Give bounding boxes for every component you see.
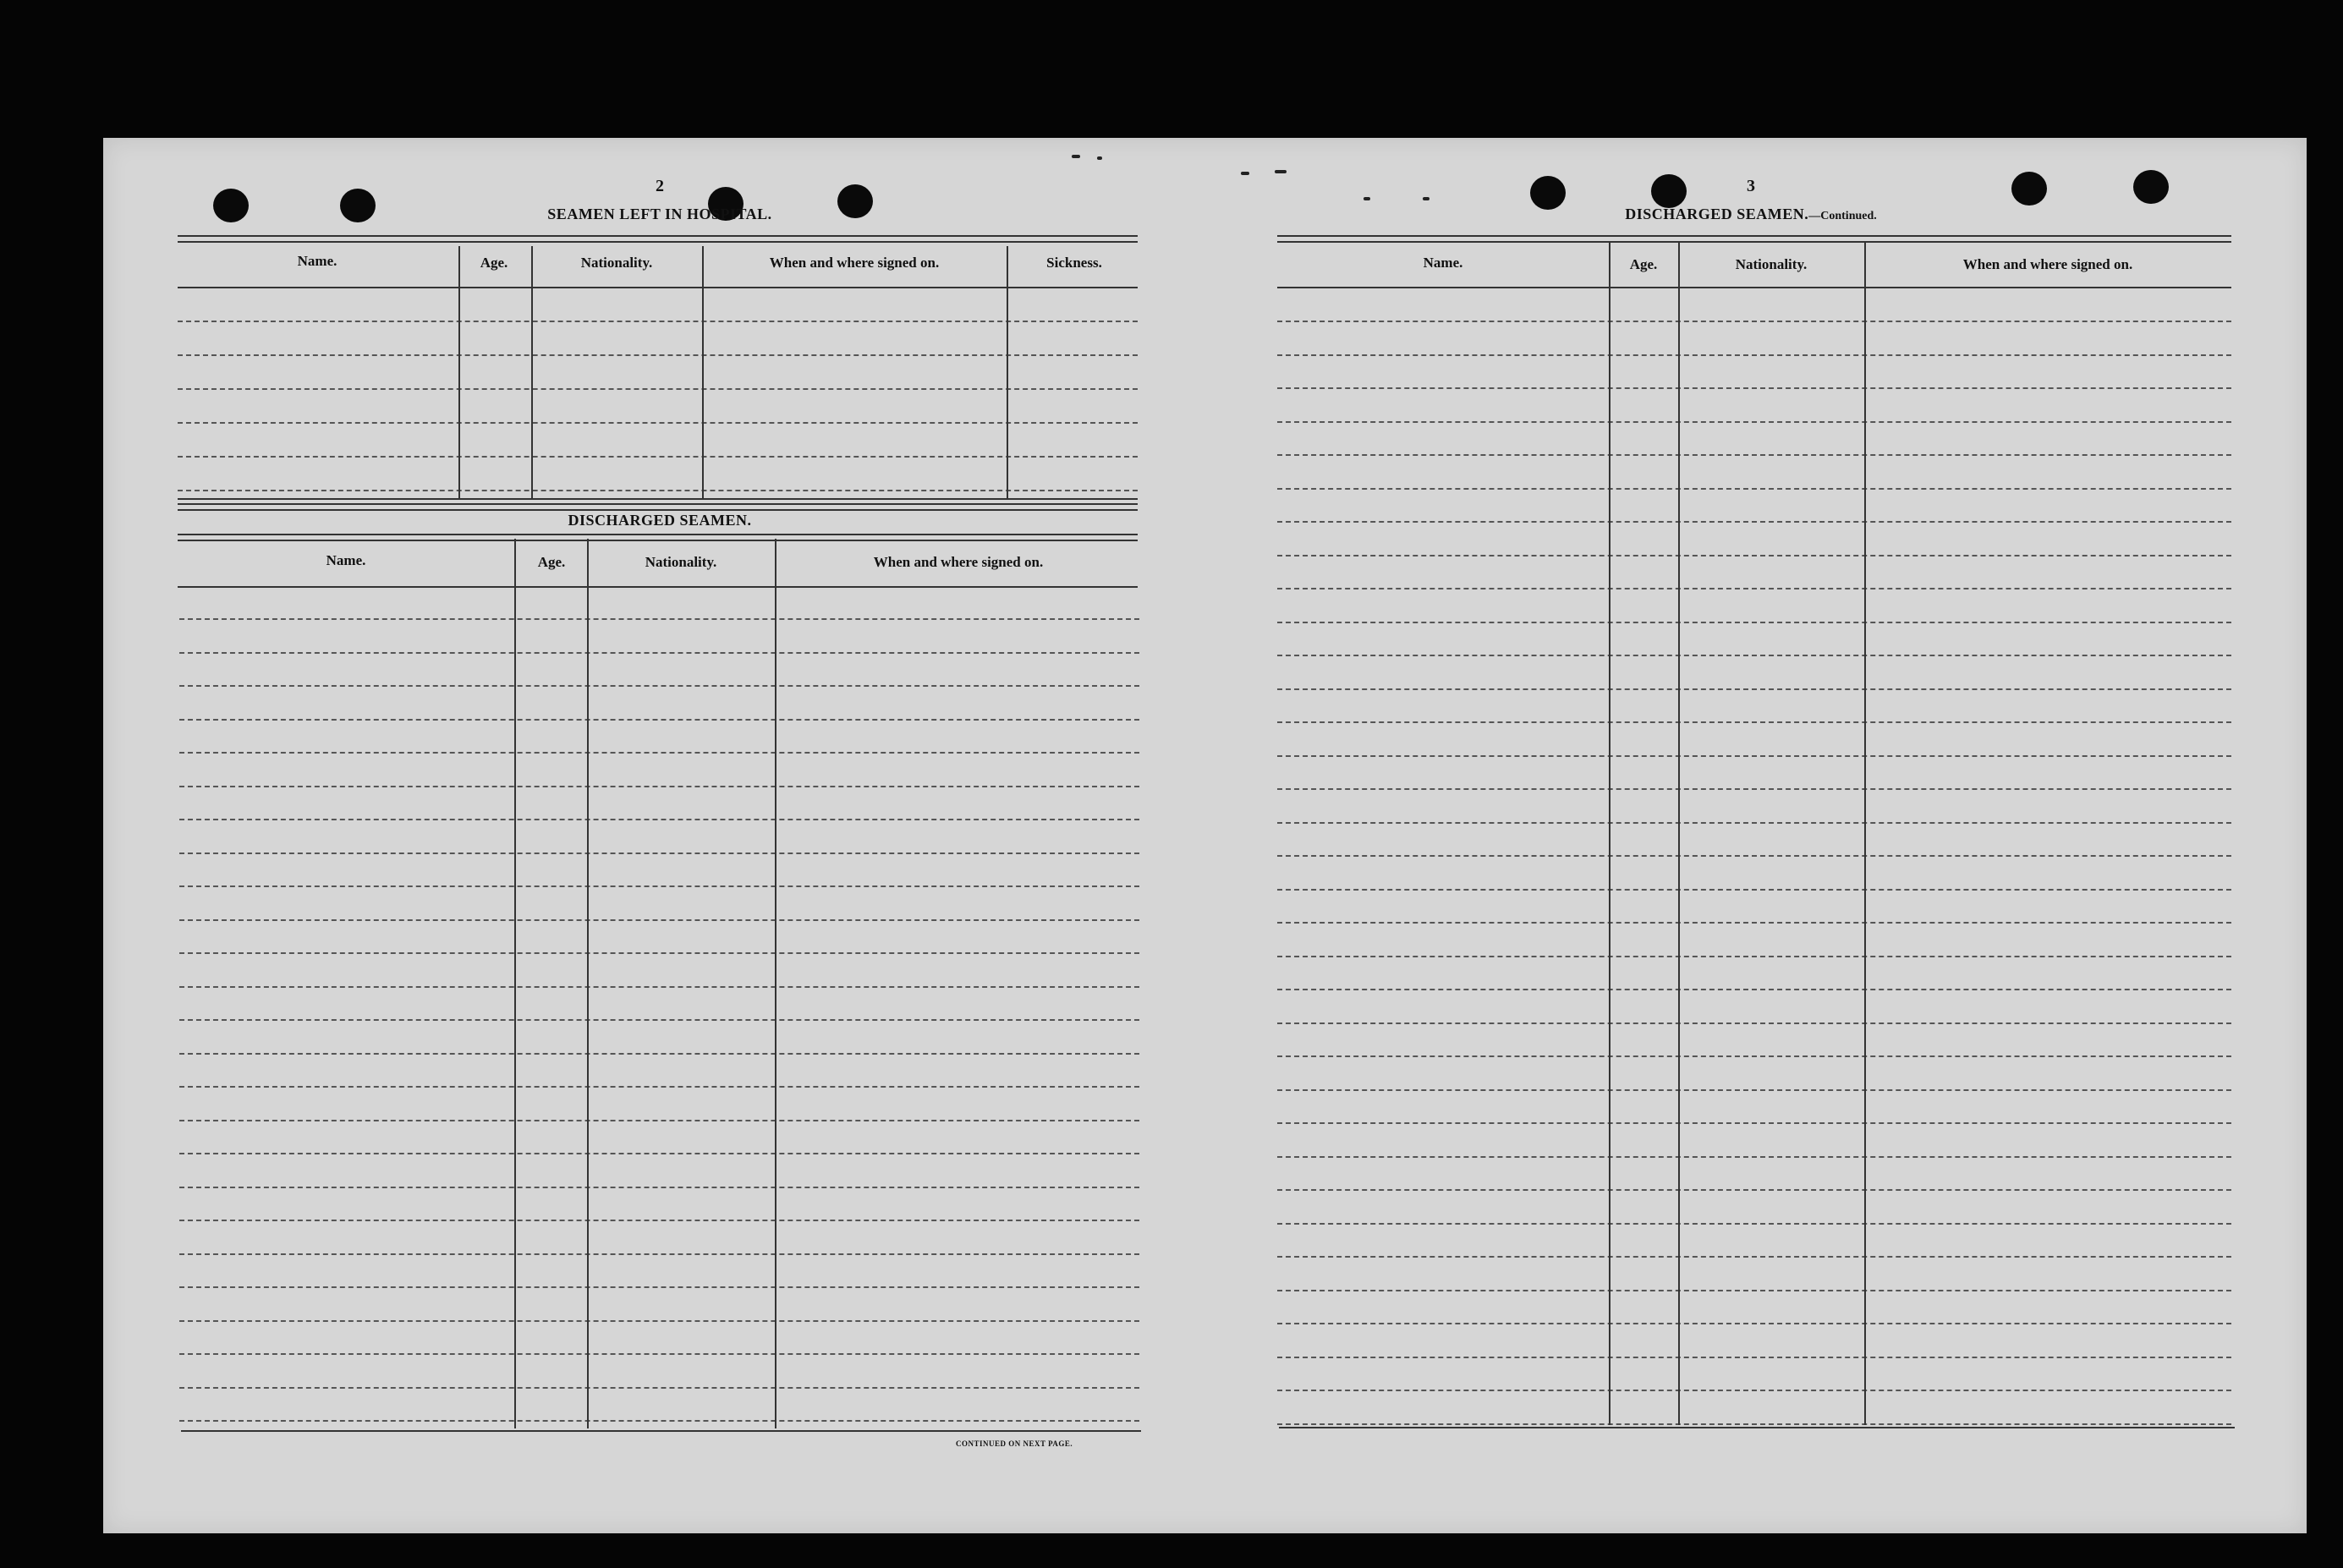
hospital-col-sickness: Sickness. <box>1046 255 1102 271</box>
dotted-entry-line <box>179 1286 1139 1288</box>
dotted-entry-line <box>1277 421 2231 423</box>
hospital-col-nationality: Nationality. <box>580 255 653 271</box>
ink-speck <box>1241 172 1249 175</box>
dotted-entry-line <box>1277 588 2231 589</box>
dotted-entry-line <box>1277 721 2231 723</box>
dotted-entry-line <box>1277 354 2231 356</box>
dotted-entry-line <box>1277 822 2231 824</box>
punch-hole <box>1530 176 1566 210</box>
dotted-entry-line <box>1277 1189 2231 1191</box>
dotted-entry-line <box>179 1187 1139 1188</box>
discharged-continued-suffix: —Continued. <box>1808 210 1877 222</box>
page-number-right: 3 <box>1747 177 1755 195</box>
discharged-top-rule <box>178 503 1138 511</box>
dotted-entry-line <box>1277 555 2231 556</box>
discharged-col-divider <box>587 539 589 1428</box>
ink-speck <box>1072 155 1080 158</box>
dotted-entry-line <box>178 490 1138 491</box>
discharged-continued-title-main: DISCHARGED SEAMEN. <box>1625 206 1809 222</box>
discharged-col-signed-on: When and where signed on. <box>873 554 1044 570</box>
hospital-col-age: Age. <box>480 255 508 271</box>
dotted-entry-line <box>179 786 1139 787</box>
punch-hole <box>213 189 249 222</box>
dotted-entry-line <box>179 885 1139 887</box>
dotted-entry-line <box>179 719 1139 721</box>
ink-speck <box>1275 170 1287 173</box>
dotted-entry-line <box>179 1019 1139 1021</box>
discharged-continued-title <box>1573 206 1929 223</box>
punch-hole <box>837 184 873 218</box>
discharged-header-top-rule <box>178 534 1138 541</box>
dotted-entry-line <box>1277 488 2231 490</box>
dotted-entry-line <box>179 1253 1139 1255</box>
dotted-entry-line <box>179 1420 1139 1422</box>
dotted-entry-line <box>1277 454 2231 456</box>
dotted-entry-line <box>179 819 1139 820</box>
dotted-entry-line <box>179 853 1139 854</box>
discharged-bottom-rule <box>181 1430 1141 1432</box>
right-bottom-rule <box>1279 1427 2235 1428</box>
hospital-bottom-rule <box>178 498 1138 500</box>
dotted-entry-line <box>179 685 1139 687</box>
dotted-entry-line <box>1277 688 2231 690</box>
right-col-signed-on: When and where signed on. <box>1962 256 2133 272</box>
dotted-entry-line <box>1277 1089 2231 1091</box>
dotted-entry-line <box>179 1086 1139 1088</box>
right-col-age: Age. <box>1629 256 1658 272</box>
dotted-entry-line <box>179 1220 1139 1221</box>
dotted-entry-line <box>178 422 1138 424</box>
discharged-col-divider <box>514 539 516 1428</box>
hospital-col-name: Name. <box>297 253 337 269</box>
dotted-entry-line <box>1277 989 2231 990</box>
dotted-entry-line <box>1277 1122 2231 1124</box>
hospital-col-divider <box>1007 246 1008 500</box>
right-col-divider <box>1864 241 1866 1425</box>
dotted-entry-line <box>1277 1423 2231 1425</box>
document-sheet <box>103 138 2307 1533</box>
right-header-rule <box>1277 287 2231 288</box>
dotted-entry-line <box>1277 922 2231 924</box>
dotted-entry-line <box>179 652 1139 654</box>
dotted-entry-line <box>1277 321 2231 322</box>
dotted-entry-line <box>1277 1256 2231 1258</box>
dotted-entry-line <box>1277 521 2231 523</box>
dotted-entry-line <box>179 986 1139 988</box>
dotted-entry-line <box>1277 1323 2231 1324</box>
right-col-nationality: Nationality. <box>1735 256 1808 272</box>
continued-note: CONTINUED ON NEXT PAGE. <box>956 1439 1073 1448</box>
hospital-header-rule <box>178 287 1138 288</box>
hospital-col-signed-on: When and where signed on. <box>769 255 940 271</box>
dotted-entry-line <box>1277 1156 2231 1158</box>
dotted-entry-line <box>178 388 1138 390</box>
discharged-header-rule <box>178 586 1138 588</box>
hospital-section-title: SEAMEN LEFT IN HOSPITAL. <box>547 206 772 222</box>
discharged-col-age: Age. <box>537 554 566 570</box>
dotted-entry-line <box>1277 622 2231 623</box>
punch-hole <box>2133 170 2169 204</box>
dotted-entry-line <box>179 1387 1139 1389</box>
discharged-col-nationality: Nationality. <box>645 554 717 570</box>
discharged-col-name: Name. <box>326 552 366 568</box>
dotted-entry-line <box>179 618 1139 620</box>
ink-speck <box>1364 197 1370 200</box>
dotted-entry-line <box>179 919 1139 921</box>
dotted-entry-line <box>1277 1290 2231 1291</box>
dotted-entry-line <box>179 752 1139 754</box>
discharged-section-title: DISCHARGED SEAMEN. <box>568 512 752 529</box>
ink-speck <box>1097 156 1102 160</box>
dotted-entry-line <box>179 1353 1139 1355</box>
hospital-col-divider <box>531 246 533 500</box>
hospital-top-rule <box>178 235 1138 243</box>
right-col-divider <box>1678 241 1680 1425</box>
dotted-entry-line <box>179 1320 1139 1322</box>
page-number-left: 2 <box>656 177 664 195</box>
hospital-col-divider <box>458 246 460 500</box>
dotted-entry-line <box>179 1053 1139 1055</box>
punch-hole <box>340 189 376 222</box>
punch-hole <box>1651 174 1687 208</box>
ink-speck <box>1423 197 1429 200</box>
right-top-rule <box>1277 235 2231 243</box>
dotted-entry-line <box>1277 655 2231 656</box>
dotted-entry-line <box>1277 387 2231 389</box>
right-col-divider <box>1609 241 1610 1425</box>
dotted-entry-line <box>1277 1390 2231 1391</box>
dotted-entry-line <box>178 321 1138 322</box>
dotted-entry-line <box>1277 855 2231 857</box>
dotted-entry-line <box>178 354 1138 356</box>
hospital-col-divider <box>702 246 704 500</box>
dotted-entry-line <box>179 1153 1139 1154</box>
dotted-entry-line <box>178 456 1138 458</box>
dotted-entry-line <box>1277 1357 2231 1358</box>
dotted-entry-line <box>179 1120 1139 1121</box>
right-col-name: Name. <box>1423 255 1463 271</box>
dotted-entry-line <box>1277 788 2231 790</box>
dotted-entry-line <box>1277 1223 2231 1225</box>
dotted-entry-line <box>1277 889 2231 891</box>
dotted-entry-line <box>1277 1055 2231 1057</box>
dotted-entry-line <box>1277 755 2231 757</box>
dotted-entry-line <box>179 952 1139 954</box>
discharged-col-divider <box>775 539 776 1428</box>
dotted-entry-line <box>1277 1022 2231 1024</box>
punch-hole <box>2011 172 2047 206</box>
dotted-entry-line <box>1277 956 2231 957</box>
